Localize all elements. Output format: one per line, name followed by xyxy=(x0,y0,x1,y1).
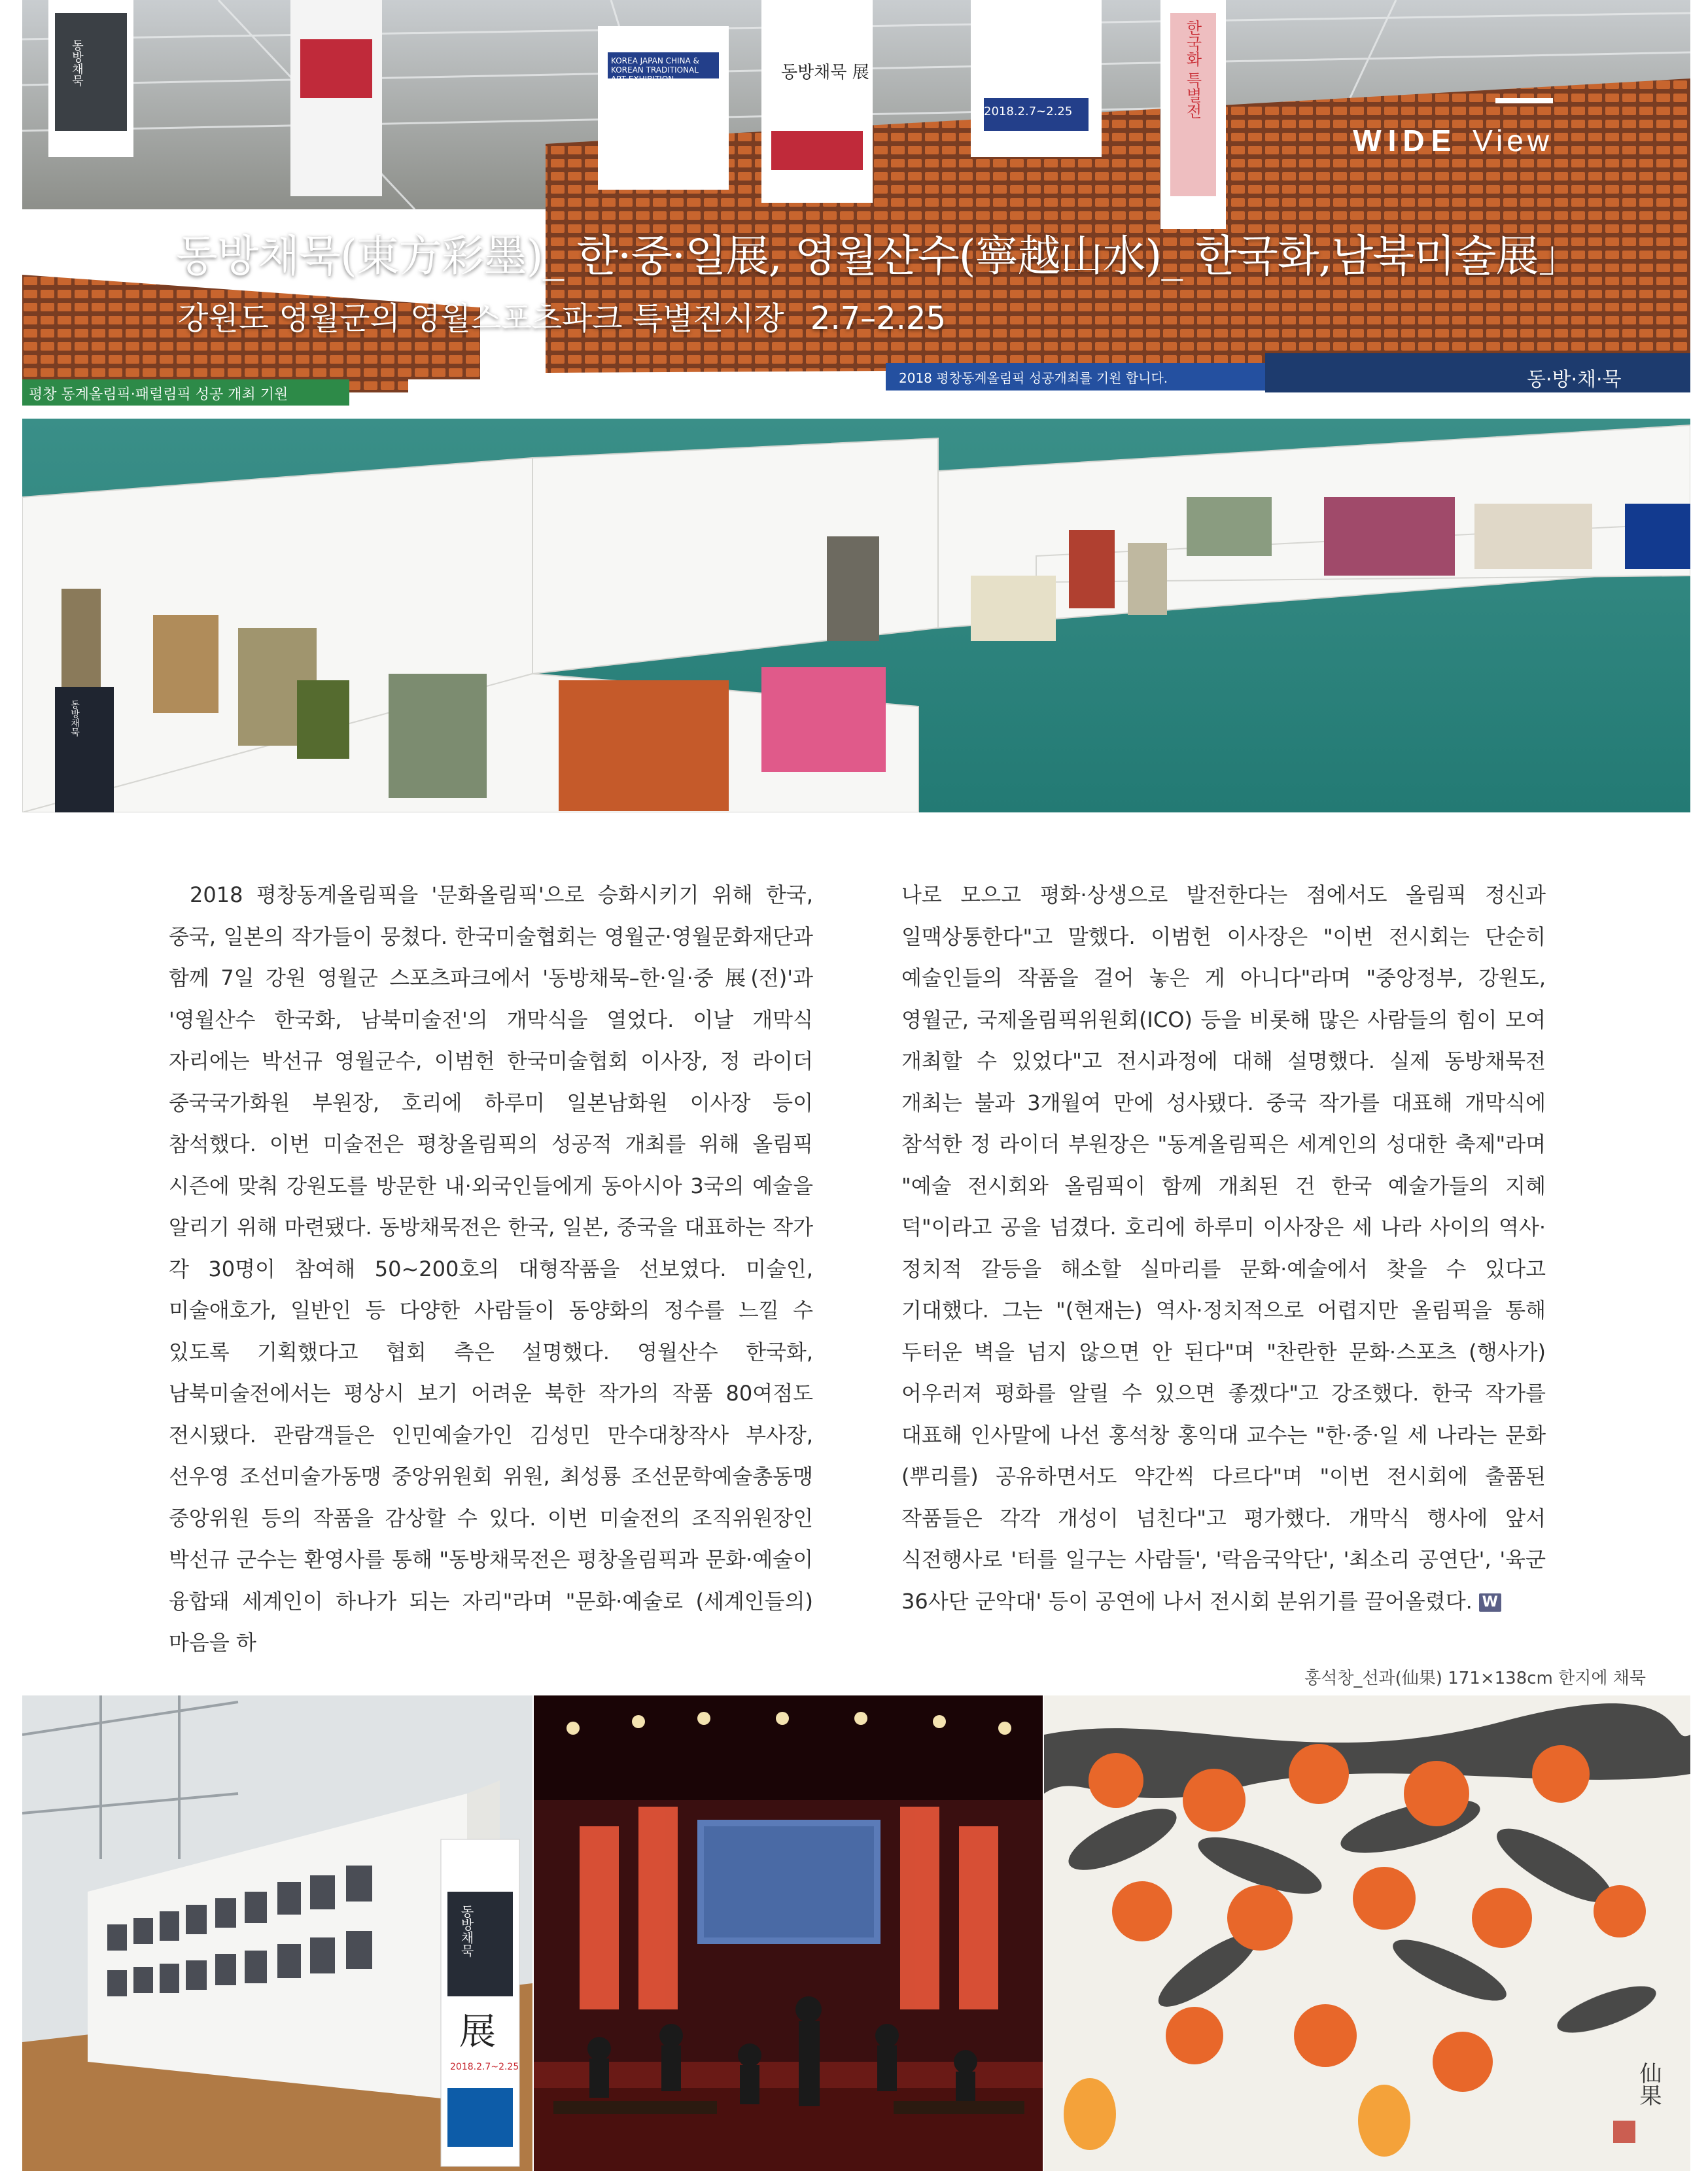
olympic-banner-text: 평창 동계올림픽·패럴림픽 성공 개최 기원 xyxy=(29,387,288,403)
concert-stage-illustration xyxy=(534,1695,1043,2171)
article-column-right xyxy=(901,875,1546,1622)
exhibit-panel-text: 동방채묵 xyxy=(69,700,80,737)
gallery-wall-photo xyxy=(22,1695,532,2171)
persimmon-painting-illustration xyxy=(1044,1695,1690,2171)
article-paragraph-left: 2018 평창동계올림픽을 '문화올림픽'으로 승화시키기 위해 한국, 중국, 일본의 작가들이 뭉쳤다. 한국미술협회는 영월군·영월문화재단과 함께 7일 강원 영월군 스포츠파크에서 '동방채묵–한·일·중 展(전)'과 '영월산수 한국화, 남북미술전'의 개막식을 열었다. 이날 개막식 자리에는 박선규 영월군수, 이범헌 한국미술협회 이사장, 정 라이더 중국국가화원 부원장, 호리에 하루미 일본남화원 이사장 등이 참석했다. 이번 미술전은 평창올림픽의 성공적 개최를 위해 올림픽 시즌에 맞춰 강원도를 방문한 내·외국인들에게 동아시아 3국의 예술을 알리기 위해 마련됐다. 동방채묵전은 한국, 일본, 중국을 대표하는 작가 각 30명이 참여해 50~200호의 대형작품을 선보였다. 미술인, 미술애호가, 일반인 등 다양한 사람들이 동양화의 정수를 느낄 수 있도록 기획했다고 협회 측은 설명했다. 영월산수 한국화, 남북미술전에서는 평상시 보기 어려운 북한 작가의 작품 80여점도 전시됐다. 관람객들은 인민예술가인 김성민 만수대창작사 부사장, 선우영 조선미술가동맹 중앙위원회 위원, 최성룡 조선문학예술총동맹 중앙위원 등의 작품을 감상할 수 있다. 이번 미술전의 조직위원장인 박선규 군수는 환영사를 통해 "동방채묵전은 평창올림픽과 문화·예술이 융합돼 세계인이 하나가 되는 자리"라며 "문화·예술로 (세계인들의) 마음을 하 xyxy=(169,882,813,1655)
poster-char: 展 xyxy=(459,2011,496,2053)
hanging-banner-3: 동방채묵 展 xyxy=(781,63,869,82)
article-paragraph-right-text: 나로 모으고 평화·상생으로 발전한다는 점에서도 올림픽 정신과 일맥상통한다"고 말했다. 이범헌 이사장은 "이번 전시회는 단순히 예술인들의 작품을 걸어 놓은 게 아니다"라며 "중앙정부, 강원도, 영월군, 국제올림픽위원회(ICO) 등을 비롯해 많은 사람들의 힘이 모여 개최할 수 있었다"고 전시과정에 대해 설명했다. 실제 동방채묵전 개최는 불과 3개월여 만에 성사됐다. 중국 작가를 대표해 개막식에 참석한 정 라이더 부원장은 "동계올림픽은 세계인의 성대한 축제"라며 "예술 전시회와 올림픽이 함께 개최된 건 한국 예술가들의 지혜 덕"이라고 공을 넘겼다. 호리에 하루미 이사장은 세 나라 사이의 역사·정치적 갈등을 해소할 실마리를 문화·예술에서 찾을 수 있다고 기대했다. 그는 "(현재는) 역사·정치적으로 어렵지만 올림픽을 통해 두터운 벽을 넘지 않으면 안 된다"며 "찬란한 문화·스포츠 (행사가) 어우러져 평화를 알릴 수 있으면 좋겠다"고 강조했다. 한국 작가를 대표해 인사말에 나선 홍석창 홍익대 교수는 "한·중·일 세 나라는 문화 (뿌리를) 공유하면서도 약간씩 다르다"며 "이번 전시회에 출품된 작품들은 각각 개성이 넘친다"고 평가했다. 개막식 행사에 앞서 식전행사로 '터를 일구는 사람들', '락음국악단', '최소리 공연단', '육군 36사단 군악대' 등이 공연에 나서 전시회 분위기를 끌어올렸다. xyxy=(901,882,1546,1614)
gallery-wall-illustration xyxy=(22,1695,532,2171)
poster-title: 동방채묵 xyxy=(459,1905,474,1957)
hero-title: 동방채묵(東方彩墨)_ 한·중·일展, 영월산수(寧越山水)_ 한국화,남북미술展」 xyxy=(176,231,1581,281)
end-mark-icon: W xyxy=(1479,1593,1501,1612)
hero-subtitle xyxy=(178,293,946,338)
poster-date: 2018.2.7~2.25 xyxy=(450,2062,519,2072)
section-tag-bar xyxy=(1495,98,1553,103)
article-column-left xyxy=(169,875,813,1664)
hero-dates: 2.7–2.25 xyxy=(810,300,946,337)
hero-location: 강원도 영월군의 영월스포츠파크 특별전시장 xyxy=(178,300,784,337)
hanging-banner-date: 2018.2.7~2.25 xyxy=(984,105,1073,118)
section-tag xyxy=(1353,98,1553,158)
hero-photo xyxy=(22,0,1690,812)
section-tag-text: WIDE View xyxy=(1353,124,1553,158)
article-paragraph-right xyxy=(901,875,1546,1622)
hanging-banner-2: KOREA JAPAN CHINA & KOREAN TRADITIONAL ART EXHIBITION xyxy=(611,56,699,84)
persimmon-painting-photo xyxy=(1044,1695,1690,2171)
right-banner-text: 2018 평창동계올림픽 성공개최를 기원 합니다. xyxy=(899,370,1168,386)
dongbang-banner-text: 동·방·채·묵 xyxy=(1527,368,1622,391)
painting-signature: 仙果 xyxy=(1635,2062,1662,2106)
concert-stage-photo xyxy=(534,1695,1043,2171)
hanging-banner-1: 동방채묵 xyxy=(70,39,84,86)
photo-caption: 홍석창_선과(仙果) 171×138cm 한지에 채묵 xyxy=(1304,1669,1646,1688)
hanging-banner-4: 한국화 특별전 xyxy=(1183,20,1202,119)
